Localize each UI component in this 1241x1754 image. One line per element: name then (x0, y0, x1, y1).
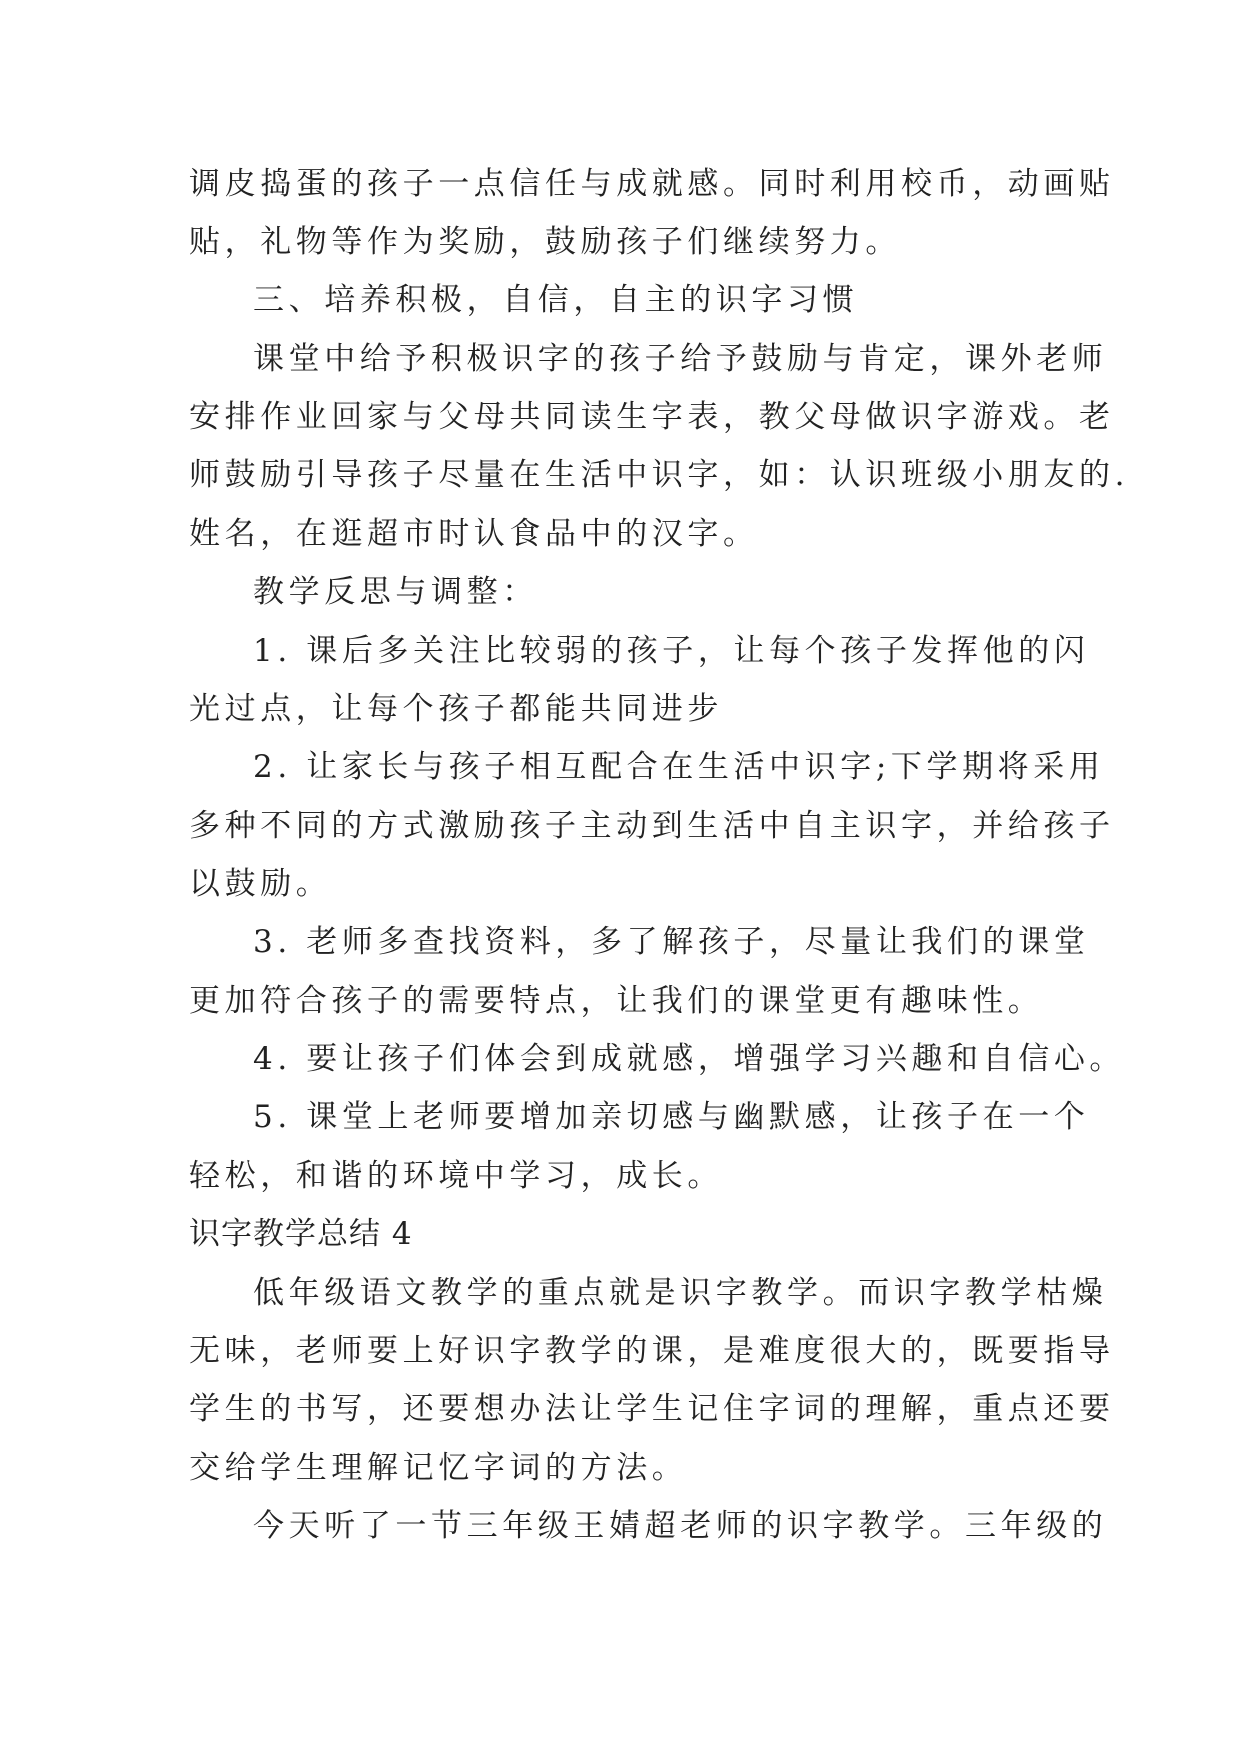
text-line: 姓名，在逛超市时认食品中的汉字。 (189, 516, 759, 552)
list-item: 4. 要让孩子们体会到成就感，增强学习兴趣和自信心。 (253, 1041, 1126, 1077)
text-line: 低年级语文教学的重点就是识字教学。而识字教学枯燥 (253, 1275, 1108, 1311)
section-title: 识字教学总结 4 (189, 1216, 413, 1252)
text-line: 学生的书写，还要想办法让学生记住字词的理解，重点还要 (189, 1391, 1115, 1427)
text-line: 更加符合孩子的需要特点，让我们的课堂更有趣味性。 (189, 983, 1044, 1019)
list-item: 3. 老师多查找资料，多了解孩子，尽量让我们的课堂 (253, 924, 1090, 960)
text-line: 今天听了一节三年级王婧超老师的识字教学。三年级的 (253, 1508, 1108, 1544)
list-item: 2. 让家长与孩子相互配合在生活中识字;下学期将采用 (253, 749, 1105, 785)
section-heading: 三、培养积极，自信，自主的识字习惯 (253, 282, 859, 318)
text-line: 光过点，让每个孩子都能共同进步 (189, 691, 723, 727)
text-line: 课堂中给予积极识字的孩子给予鼓励与肯定，课外老师 (253, 341, 1108, 377)
text-line: 贴，礼物等作为奖励，鼓励孩子们继续努力。 (189, 224, 901, 260)
list-item: 1. 课后多关注比较弱的孩子，让每个孩子发挥他的闪 (253, 633, 1090, 669)
text-line: 师鼓励引导孩子尽量在生活中识字，如：认识班级小朋友的. (189, 457, 1130, 493)
text-line: 调皮捣蛋的孩子一点信任与成就感。同时利用校币，动画贴 (189, 166, 1115, 202)
list-item: 5. 课堂上老师要增加亲切感与幽默感，让孩子在一个 (253, 1099, 1090, 1135)
text-line: 交给学生理解记忆字词的方法。 (189, 1450, 688, 1486)
text-line: 无味，老师要上好识字教学的课，是难度很大的，既要指导 (189, 1333, 1115, 1369)
text-line: 安排作业回家与父母共同读生字表，教父母做识字游戏。老 (189, 399, 1115, 435)
text-line: 多种不同的方式激励孩子主动到生活中自主识字，并给孩子 (189, 808, 1115, 844)
text-line: 以鼓励。 (189, 866, 332, 902)
section-heading: 教学反思与调整： (253, 574, 538, 610)
text-line: 轻松，和谐的环境中学习，成长。 (189, 1158, 723, 1194)
